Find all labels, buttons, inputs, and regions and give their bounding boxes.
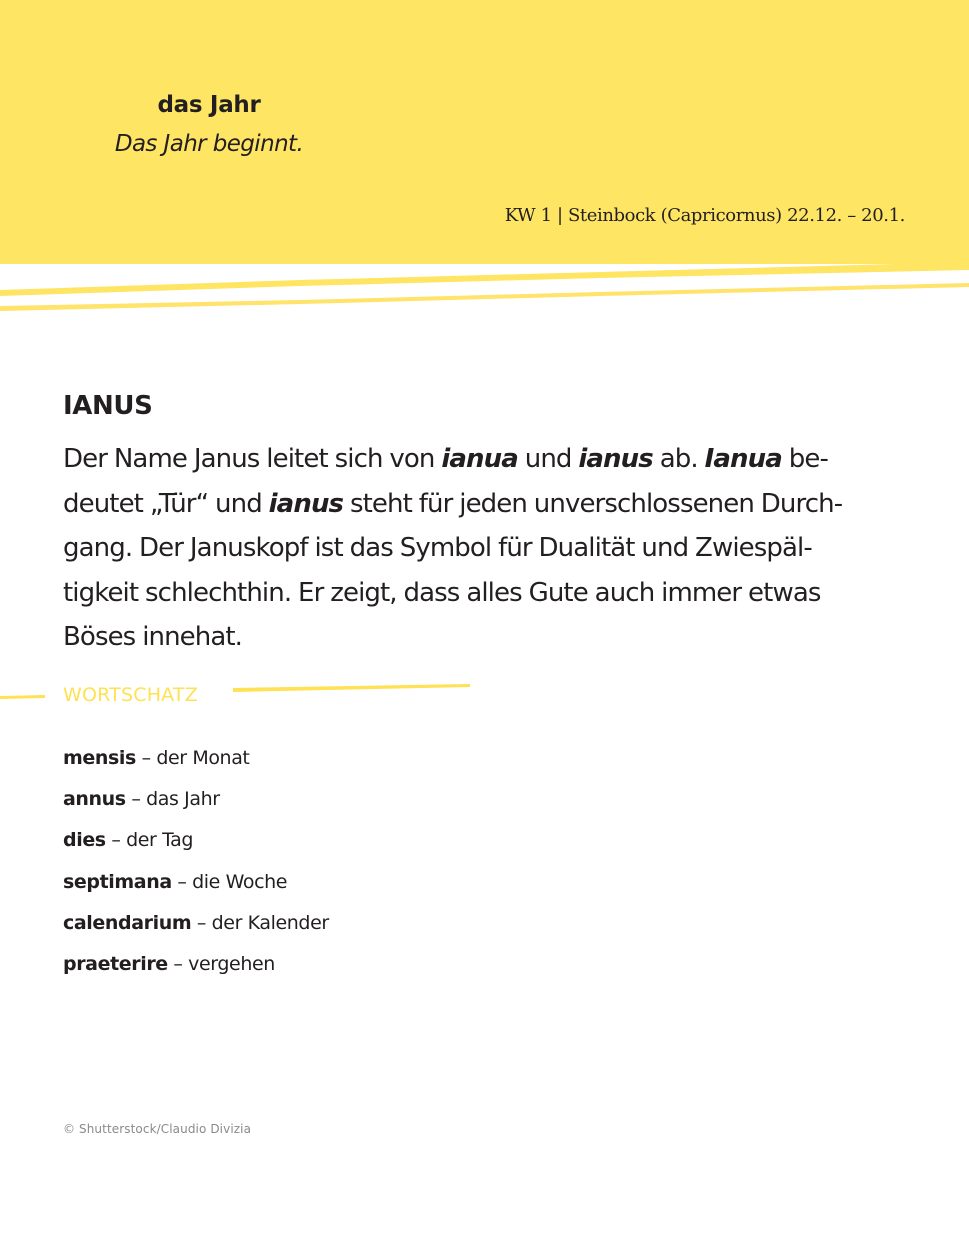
vocabulary-label: WORTSCHATZ (63, 684, 198, 706)
vocab-latin: septimana (63, 870, 172, 893)
vocab-german: – der Kalender (191, 911, 329, 934)
text-run: gang. Der Januskopf ist das Symbol für Dualität und Zwiespäl- (63, 533, 812, 563)
article-title: IANUS (63, 391, 153, 421)
article-line (63, 482, 903, 527)
vocab-item (63, 862, 329, 903)
text-run: ab. (652, 444, 705, 474)
text-run: und (517, 444, 579, 474)
vocab-german: – die Woche (171, 870, 288, 893)
article-body (63, 437, 903, 660)
vocab-item (63, 820, 329, 861)
vocab-latin: calendarium (63, 911, 192, 934)
article-line (63, 437, 903, 482)
week-info: KW 1 | Steinbock (Capricornus) 22.12. – 20.1. (504, 205, 905, 226)
vocab-german: – das Jahr (125, 788, 220, 811)
article-line (63, 571, 903, 616)
latin-term: ianus (578, 444, 653, 474)
vocab-german: – der Monat (135, 747, 250, 769)
vocab-german: – der Tag (105, 829, 194, 852)
text-run: steht für jeden unverschlossenen Durch- (343, 488, 843, 519)
text-run: tigkeit schlechthin. Er zeigt, dass alles Gute auch immer etwas (63, 577, 821, 608)
vocab-item (63, 779, 329, 820)
latin-term: ianua (441, 444, 518, 474)
decorative-brush-stripes (0, 250, 969, 330)
text-run: deutet „Tür“ und (63, 488, 269, 519)
text-run: be- (781, 444, 828, 474)
text-run: Der Name Janus leitet sich von (63, 444, 442, 474)
vocab-item (63, 738, 329, 779)
vocab-latin: praeterire (63, 952, 168, 975)
vocab-item (63, 944, 329, 985)
latin-term: ianus (268, 488, 344, 519)
article-line (63, 526, 903, 571)
latin-term: Ianua (704, 444, 782, 474)
vocab-german: – vergehen (167, 952, 275, 975)
image-credit: © Shutterstock/Claudio Divizia (63, 1122, 252, 1136)
vocab-latin: annus (63, 788, 126, 811)
vocabulary-list (63, 738, 329, 985)
word-of-week: das Jahr (157, 92, 261, 118)
text-run: Böses innehat. (63, 622, 243, 652)
vocab-latin: mensis (63, 747, 136, 769)
vocab-item (63, 903, 329, 944)
article-line (63, 615, 903, 660)
vocab-latin: dies (63, 829, 106, 852)
example-sentence: Das Jahr beginnt. (114, 131, 304, 157)
